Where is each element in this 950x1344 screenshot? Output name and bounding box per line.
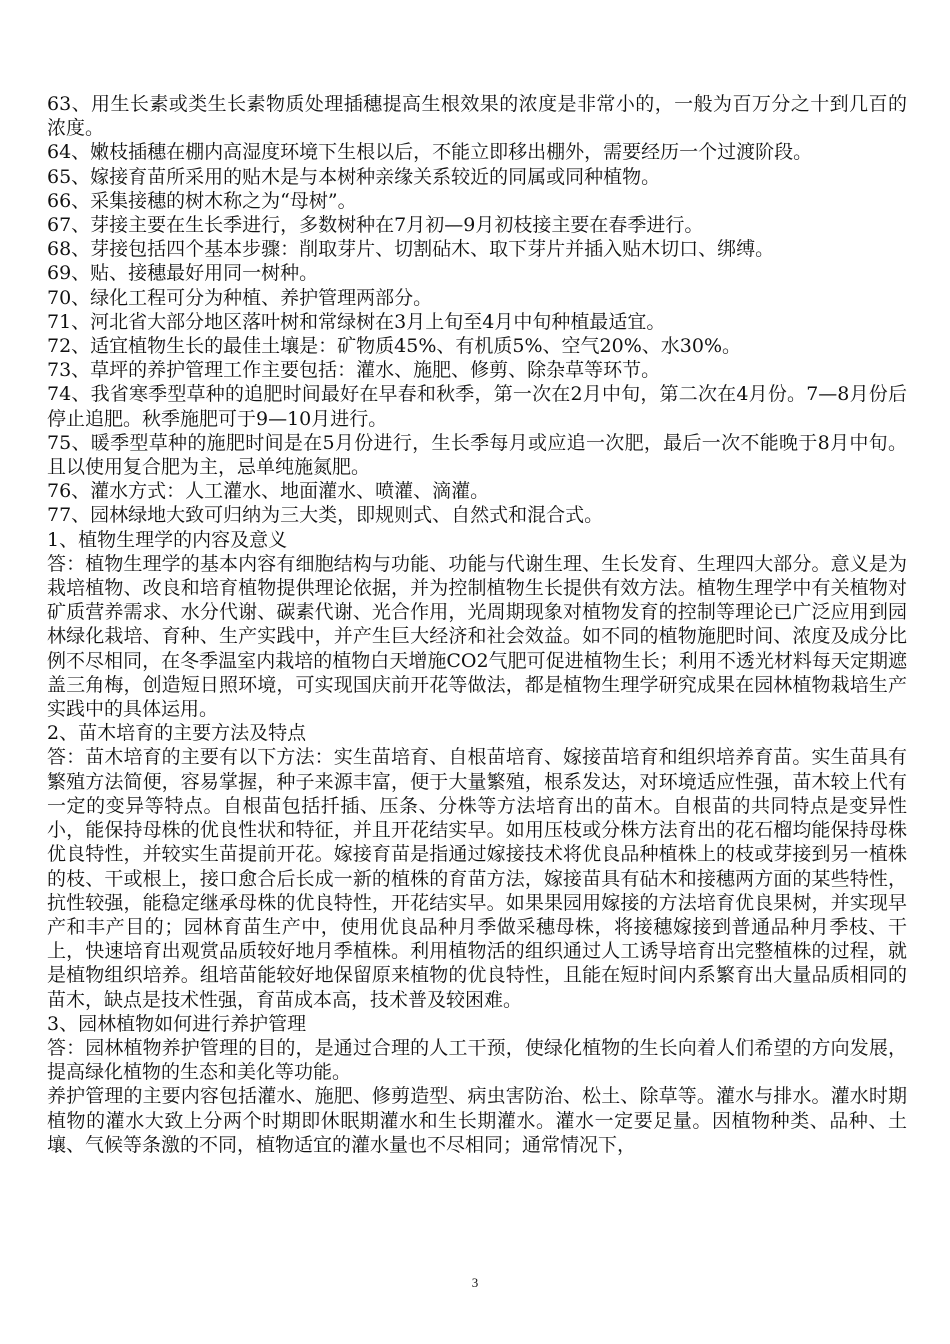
list-item-73: 73、草坪的养护管理工作主要包括：灌水、施肥、修剪、除杂草等环节。 xyxy=(47,359,661,382)
list-item-64: 64、嫩枝插穗在棚内高湿度环境下生根以后，不能立即移出棚外，需要经历一个过渡阶段。 xyxy=(47,141,813,164)
list-item-63: 63、用生长素或类生长素物质处理插穗提高生根效果的浓度是非常小的，一般为百万分之十到几百的浓度。 xyxy=(47,93,907,140)
section-heading-maintenance: 3、园林植物如何进行养护管理 xyxy=(47,1012,307,1035)
section-answer-plant-physiology: 答：植物生理学的基本内容有细胞结构与功能、功能与代谢生理、生长发育、生理四大部分。意义是为栽培植物、改良和培育植物提供理论依据，并为控制植物生长提供有效方法。植物生理学中有关植物对矿质营养需求、水分代谢、碳素代谢、光合作用，光周期现象对植物发育的控制等理论已广泛应用到园林绿化栽培、育种、生产实践中，并产生巨大经济和社会效益。如不同的植物施肥时间、浓度及成分比例不尽相同，在冬季温室内栽培的植物白天增施CO2气肥可促进植物生长；利用不透光材料每天定期遮盖三角梅，创造短日照环境，可实现国庆前开花等做法，都是植物生理学研究成果在园林植物栽培生产实践中的具体运用。 xyxy=(47,552,907,721)
document-body xyxy=(47,92,907,1157)
section-heading-plant-physiology: 1、植物生理学的内容及意义 xyxy=(47,528,288,551)
list-item-74: 74、我省寒季型草种的追肥时间最好在早春和秋季，第一次在2月中旬，第二次在4月份。7—8月份后停止追肥。秋季施肥可于9—10月进行。 xyxy=(47,383,907,430)
list-item-68: 68、芽接包括四个基本步骤：削取芽片、切割砧木、取下芽片并插入贴木切口、绑缚。 xyxy=(47,238,775,261)
section-paragraph-maintenance-content: 养护管理的主要内容包括灌水、施肥、修剪造型、病虫害防治、松土、除草等。灌水与排水。灌水时期植物的灌水大致上分两个时期即休眠期灌水和生长期灌水。灌水一定要足量。因植物种类、品种、土壤、气候等条激的不同，植物适宜的灌水量也不尽相同；通常情况下， xyxy=(47,1085,907,1156)
section-answer-seedling-cultivation: 答：苗木培育的主要有以下方法：实生苗培育、自根苗培育、嫁接苗培育和组织培养育苗。实生苗具有繁殖方法简便，容易掌握，种子来源丰富，便于大量繁殖，根系发达，对环境适应性强，苗木较上代有一定的变异等特点。自根苗包括扦插、压条、分株等方法培育出的苗木。自根苗的共同特点是变异性小，能保持母株的优良性状和特征，并且开花结实早。如用压枝或分株方法育出的花石榴均能保持母株优良特性，并较实生苗提前开花。嫁接育苗是指通过嫁接技术将优良品种植株上的枝或芽接到另一植株的枝、干或根上，接口愈合后长成一新的植株的育苗方法，嫁接苗具有砧木和接穗两方面的某些特性，抗性较强，能稳定继承母株的优良特性，开花结实早。如果果园用嫁接的方法培育优良果树，并实现早产和丰产目的；园林育苗生产中，使用优良品种月季做采穗母株，将接穗嫁接到普通品种月季枝、干上，快速培育出观赏品质较好地月季植株。利用植物活的组织通过人工诱导培育出完整植株的过程，就是植物组织培养。组培苗能较好地保留原来植物的优良特性，且能在短时间内系繁育出大量品质相同的苗木，缺点是技术性强，育苗成本高，技术普及较困难。 xyxy=(47,746,907,1011)
list-item-76: 76、灌水方式：人工灌水、地面灌水、喷灌、滴灌。 xyxy=(47,480,490,503)
page-number: 3 xyxy=(471,1275,479,1290)
list-item-67: 67、芽接主要在生长季进行，多数树种在7月初—9月初枝接主要在春季进行。 xyxy=(47,214,704,237)
list-item-71: 71、河北省大部分地区落叶树和常绿树在3月上旬至4月中旬种植最适宜。 xyxy=(47,310,666,333)
list-item-77: 77、园林绿地大致可归纳为三大类，即规则式、自然式和混合式。 xyxy=(47,504,604,527)
list-item-65: 65、嫁接育苗所采用的贴木是与本树种亲缘关系较近的同属或同种植物。 xyxy=(47,165,661,188)
list-item-75: 75、暖季型草种的施肥时间是在5月份进行，生长季每月或应追一次肥，最后一次不能晚于8月中旬。且以使用复合肥为主，忌单纯施氮肥。 xyxy=(47,431,907,479)
section-answer-maintenance: 答：园林植物养护管理的目的，是通过合理的人工干预，使绿化植物的生长向着人们希望的方向发展，提高绿化植物的生态和美化等功能。 xyxy=(47,1036,907,1084)
list-item-66: 66、采集接穗的树木称之为“母树”。 xyxy=(47,189,357,212)
list-item-72: 72、适宜植物生长的最佳土壤是：矿物质45%、有机质5%、空气20%、水30%。 xyxy=(47,335,742,358)
list-item-70: 70、绿化工程可分为种植、养护管理两部分。 xyxy=(47,286,433,309)
list-item-69: 69、贴、接穗最好用同一树种。 xyxy=(47,262,319,285)
section-heading-seedling-cultivation: 2、苗木培育的主要方法及特点 xyxy=(47,722,307,745)
